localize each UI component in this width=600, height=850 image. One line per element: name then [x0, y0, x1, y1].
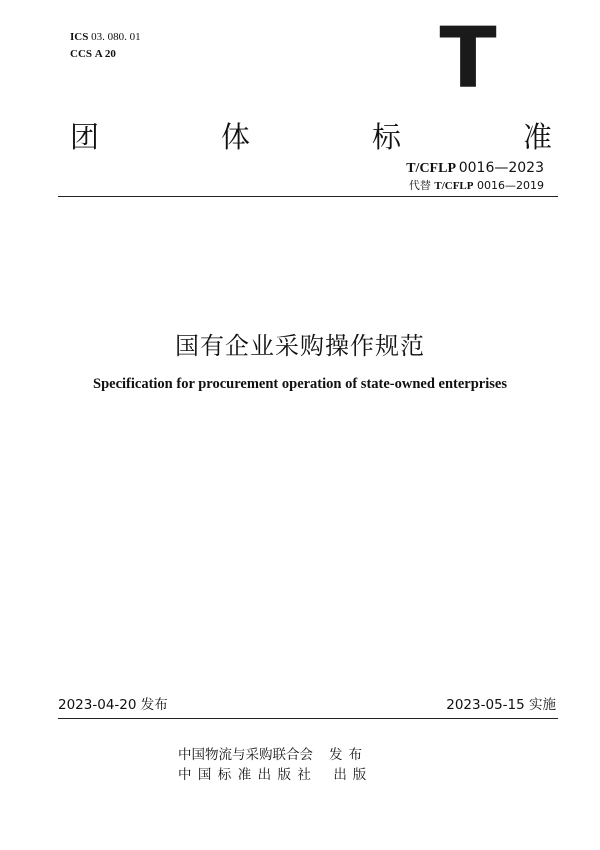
standard-number [406, 160, 544, 177]
document-title-chinese: 国有企业采购操作规范 [175, 332, 425, 360]
standard-type-char: 体 [220, 120, 250, 154]
issuer-organization: 中国物流与采购联合会 [178, 747, 313, 763]
document-title-english: Specification for procurement operation of state-owned enterprises [93, 376, 507, 392]
replaces-number: 0016—2019 [477, 179, 544, 192]
replaces-label: 代替 [408, 179, 431, 192]
implementation-date: 2023-05-15 实施 [446, 697, 556, 713]
header-divider [58, 196, 558, 197]
replaces-prefix: T/CFLP [434, 180, 474, 192]
standard-type-char: 标 [371, 120, 401, 154]
publisher-role: 出版 [333, 767, 373, 783]
standard-category-letter: T [439, 9, 497, 107]
issuer-role: 发布 [329, 747, 368, 763]
replaces-standard [409, 179, 544, 193]
publisher-organization: 中国标准出版社 [178, 767, 318, 783]
standard-type-char: 团 [70, 120, 100, 154]
ccs-code-line [70, 47, 116, 61]
standard-type-heading [70, 117, 552, 157]
ics-label: ICS [70, 31, 89, 43]
standard-number-value: 0016—2023 [458, 160, 544, 176]
ics-code: 03. 080. 01 [91, 31, 141, 43]
standard-type-char: 准 [522, 120, 552, 154]
publisher-row [178, 766, 372, 784]
standard-prefix: T/CFLP [406, 161, 456, 176]
footer-divider [58, 718, 558, 719]
publish-date: 2023-04-20 发布 [58, 697, 168, 713]
ics-code-line [70, 30, 141, 44]
issuer-row [178, 746, 368, 764]
ccs-label: CCS [70, 48, 93, 60]
ccs-code: A 20 [94, 48, 116, 60]
